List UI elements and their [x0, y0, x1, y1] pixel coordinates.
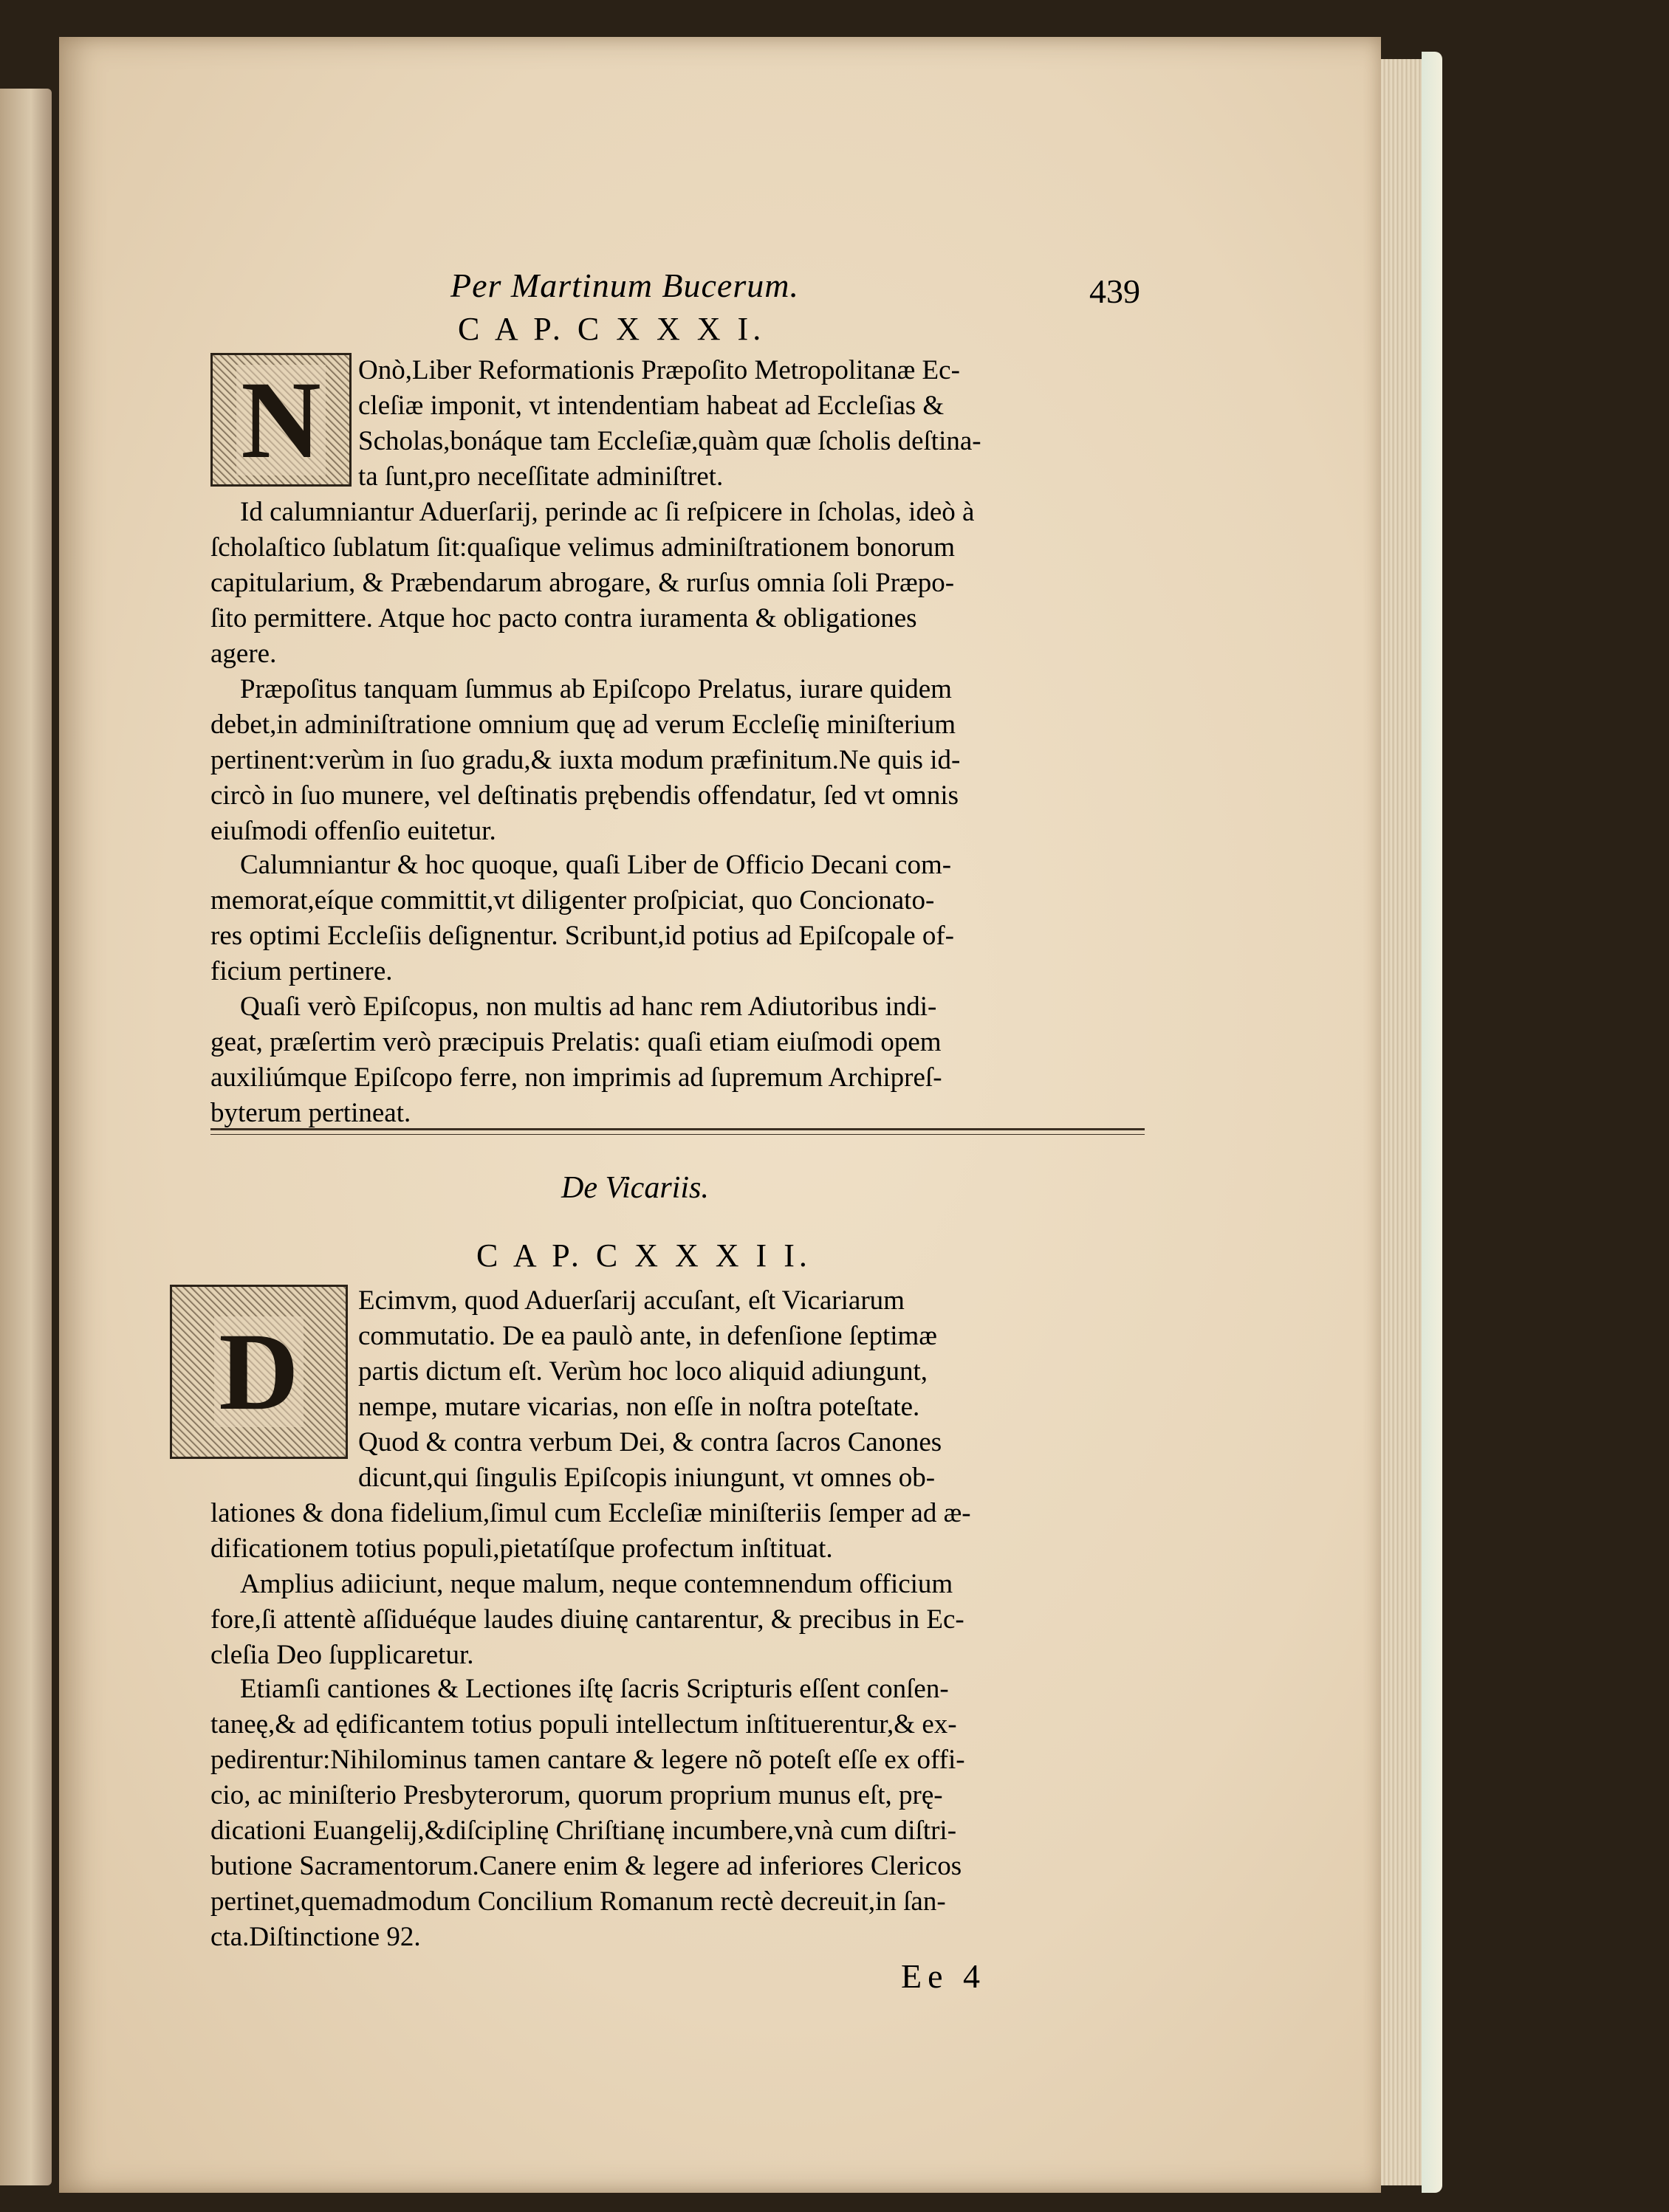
text-line: byterum pertineat. [210, 1098, 411, 1128]
text-line: dicunt,qui ſingulis Epiſcopis iniungunt, vt omnes ob- [358, 1463, 936, 1493]
text-line: lationes & dona fidelium,ſimul cum Eccleſiæ miniſteriis ſemper ad æ- [210, 1498, 971, 1528]
text-line: fore,ſi attentè aſſiduéque laudes diuinę cantarentur, & precibus in Ec- [210, 1604, 964, 1635]
text-line: taneę,& ad ędificantem totius populi intellectum inſtituerentur,& ex- [210, 1709, 957, 1739]
text-line: nempe, mutare vicarias, non eſſe in noſtra poteſtate. [358, 1392, 920, 1422]
chapter-132-paragraph-1-indented [358, 1283, 1145, 1496]
text-line: dicationi Euangelij,&diſciplinę Chriſtianę incumbere,vnà cum diſtri- [210, 1816, 957, 1846]
text-line: geat, præſertim verò præcipuis Prelatis: quaſi etiam eiuſmodi opem [210, 1027, 942, 1057]
text-line: butione Sacramentorum.Canere enim & legere ad inferiores Clericos [210, 1851, 962, 1881]
drop-initial-n-letter: N [236, 365, 325, 475]
text-line: Ecimvm, quod Aduerſarij accuſant, eſt Vicariarum [358, 1285, 905, 1316]
section-title: De Vicariis. [561, 1171, 709, 1205]
text-line: auxiliúmque Epiſcopo ferre, non imprimis ad ſupremum Archipreſ- [210, 1062, 942, 1093]
signature-mark: Ee 4 [901, 1957, 987, 1995]
page-number: 439 [1089, 272, 1140, 310]
text-line: circò in ſuo munere, vel deſtinatis prębendis offendatur, ſed vt omnis [210, 780, 959, 811]
text-line: Id calumniantur Aduerſarij, perinde ac ſi reſpicere in ſcholas, ideò à [240, 497, 975, 527]
drop-initial-n [210, 353, 352, 487]
chapter-131-paragraph-3 [210, 848, 1145, 989]
book-cover-edge [1422, 52, 1442, 2193]
section-divider-rule-thin [210, 1134, 1145, 1135]
text-line: ſcholaſtico ſublatum ſit:quaſique velimus adminiſtrationem bonorum [210, 532, 956, 563]
chapter-131-paragraph-1-full [210, 495, 1145, 672]
text-line: Præpoſitus tanquam ſummus ab Epiſcopo Prelatus, iurare quidem [240, 674, 952, 704]
text-line: dificationem totius populi,pietatíſque profectum inſtituat. [210, 1533, 833, 1564]
chapter-132-paragraph-3 [210, 1672, 1145, 1955]
text-line: eiuſmodi offenſio euitetur. [210, 816, 496, 846]
text-line: ficium pertinere. [210, 956, 393, 986]
text-line: Calumniantur & hoc quoque, quaſi Liber de Officio Decani com- [240, 850, 952, 880]
text-line: ta ſunt,pro neceſſitate adminiſtret. [358, 461, 724, 492]
text-line: agere. [210, 639, 277, 669]
running-head: Per Martinum Bucerum. [450, 267, 799, 304]
text-line: Etiamſi cantiones & Lectiones iſtę ſacris Scripturis eſſent conſen- [240, 1674, 949, 1704]
chapter-132-paragraph-1-full [210, 1496, 1145, 1567]
text-line: Onò,Liber Reformationis Præpoſito Metropolitanæ Ec- [358, 355, 960, 385]
drop-initial-d [170, 1285, 348, 1459]
text-line: pertinent:verùm in ſuo gradu,& iuxta modum præfinitum.Ne quis id- [210, 745, 961, 775]
chapter-131-paragraph-1-indented [358, 353, 1145, 495]
left-page-edge [0, 89, 52, 2185]
text-line: Amplius adiiciunt, neque malum, neque contemnendum officium [240, 1569, 953, 1599]
drop-initial-d-letter: D [214, 1316, 303, 1427]
text-line: res optimi Eccleſiis deſignentur. Scribunt,id potius ad Epiſcopale of- [210, 921, 955, 951]
text-line: cleſia Deo ſupplicaretur. [210, 1640, 474, 1670]
chapter-131-heading: C A P. C X X X I. [458, 311, 766, 347]
text-line: Quaſi verò Epiſcopus, non multis ad hanc rem Adiutoribus indi- [240, 992, 937, 1022]
text-line: memorat,eíque committit,vt diligenter proſpiciat, quo Concionato- [210, 885, 935, 916]
text-line: debet,in adminiſtratione omnium quę ad verum Eccleſię miniſterium [210, 710, 956, 740]
section-divider-rule [210, 1128, 1145, 1130]
text-line: commutatio. De ea paulò ante, in defenſione ſeptimæ [358, 1321, 937, 1351]
text-line: Quod & contra verbum Dei, & contra ſacros Canones [358, 1427, 942, 1457]
text-line: Scholas,bonáque tam Eccleſiæ,quàm quæ ſcholis deſtina- [358, 426, 981, 456]
text-line: pertinet,quemadmodum Concilium Romanum rectè decreuit,in ſan- [210, 1886, 946, 1917]
text-line: pedirentur:Nihilominus tamen cantare & legere nõ poteſt eſſe ex offi- [210, 1745, 965, 1775]
text-line: cio, ac miniſterio Presbyterorum, quorum proprium munus eſt, prę- [210, 1780, 943, 1810]
text-line: ſito permittere. Atque hoc pacto contra iuramenta & obligationes [210, 603, 917, 633]
chapter-131-paragraph-2 [210, 672, 1145, 849]
text-line: partis dictum eſt. Verùm hoc loco aliquid adiungunt, [358, 1356, 928, 1387]
text-line: cta.Diſtinctione 92. [210, 1922, 421, 1952]
chapter-132-heading: C A P. C X X X I I. [476, 1237, 812, 1274]
text-line: capitularium, & Præbendarum abrogare, & rurſus omnia ſoli Præpo- [210, 568, 955, 598]
book-page [59, 37, 1381, 2193]
text-line: cleſiæ imponit, vt intendentiam habeat ad Eccleſias & [358, 391, 945, 421]
chapter-131-paragraph-4 [210, 989, 1145, 1131]
chapter-132-paragraph-2 [210, 1567, 1145, 1673]
